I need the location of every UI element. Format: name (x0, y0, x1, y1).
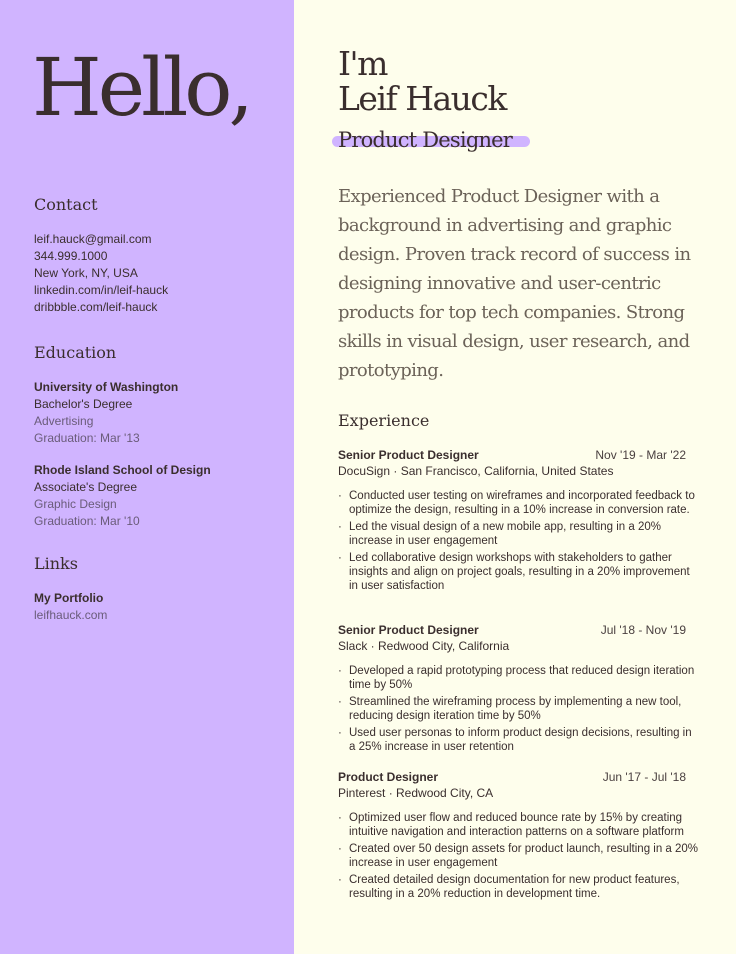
school-name: Rhode Island School of Design (34, 463, 211, 477)
job-bullets (338, 664, 700, 754)
job-company: Pinterest · Redwood City, CA (338, 786, 494, 800)
job-dates: Nov '19 - Mar '22 (595, 448, 686, 462)
profile-summary: Experienced Product Designer with a background in advertising and graphic design. Proven track record of success in designing innovative and user-centric products for top tech companies. Strong skills in visual design, user research, and prototyping. (338, 186, 691, 381)
school-name: University of Washington (34, 380, 179, 394)
job-dates: Jun '17 - Jul '18 (602, 770, 686, 784)
education-item (34, 462, 211, 530)
job-bullet: · Streamlined the wireframing process by implementing a new tool, reducing design iteration time by 50% (338, 695, 700, 723)
job-bullet: · Used user personas to inform product design decisions, resulting in a 25% increase in user retention (338, 726, 700, 754)
job-dates: Jul '18 - Nov '19 (600, 623, 686, 637)
contact-linkedin[interactable]: linkedin.com/in/leif-hauck (34, 283, 169, 297)
job-company: DocuSign · San Francisco, California, United States (338, 464, 614, 478)
job-bullet: · Led collaborative design workshops with stakeholders to gather insights and align on project goals, resulting in a 20% improvement in user satisfaction (338, 551, 700, 593)
contact-email[interactable]: leif.hauck@gmail.com (34, 232, 152, 246)
greeting-heading: Hello, (32, 41, 250, 134)
portfolio-label: My Portfolio (34, 591, 104, 605)
job-entry (338, 447, 700, 596)
job-role: Product Designer (338, 770, 439, 784)
graduation-date: Graduation: Mar '10 (34, 514, 140, 528)
full-name: Leif Hauck (338, 79, 506, 118)
job-bullets (338, 489, 700, 593)
contact-phone[interactable]: 344.999.1000 (34, 249, 108, 263)
job-entry (338, 769, 700, 904)
name-heading (338, 46, 506, 116)
links-list (34, 590, 107, 624)
contact-location: New York, NY, USA (34, 266, 138, 280)
role-label: Product Designer (338, 128, 513, 152)
job-bullet: · Created detailed design documentation for new product features, resulting in a 20% reduction in development time. (338, 873, 700, 901)
contact-heading: Contact (34, 195, 98, 214)
job-bullet: · Developed a rapid prototyping process that reduced design iteration time by 50% (338, 664, 700, 692)
job-bullet: · Optimized user flow and reduced bounce rate by 15% by creating intuitive navigation and interaction patterns on a software platform (338, 811, 700, 839)
field-of-study: Graphic Design (34, 497, 117, 511)
job-bullet: · Created over 50 design assets for product launch, resulting in a 20% increase in user engagement (338, 842, 700, 870)
contact-dribbble[interactable]: dribbble.com/leif-hauck (34, 300, 158, 314)
job-role: Senior Product Designer (338, 448, 479, 462)
job-entry (338, 622, 700, 757)
portfolio-link[interactable]: leifhauck.com (34, 608, 108, 622)
graduation-date: Graduation: Mar '13 (34, 431, 140, 445)
links-heading: Links (34, 554, 78, 573)
degree: Associate's Degree (34, 480, 138, 494)
field-of-study: Advertising (34, 414, 94, 428)
job-bullet: · Led the visual design of a new mobile app, resulting in a 20% increase in user engagement (338, 520, 700, 548)
education-item (34, 379, 178, 447)
education-heading: Education (34, 343, 117, 362)
intro-line: I'm (338, 44, 387, 83)
experience-heading: Experience (338, 411, 430, 430)
degree: Bachelor's Degree (34, 397, 133, 411)
job-role: Senior Product Designer (338, 623, 479, 637)
job-company: Slack · Redwood City, California (338, 639, 510, 653)
job-bullet: · Conducted user testing on wireframes and incorporated feedback to optimize the design, resulting in a 10% increase in conversion rate. (338, 489, 700, 517)
job-bullets (338, 811, 700, 901)
role-title (332, 126, 512, 156)
contact-list (34, 231, 168, 316)
